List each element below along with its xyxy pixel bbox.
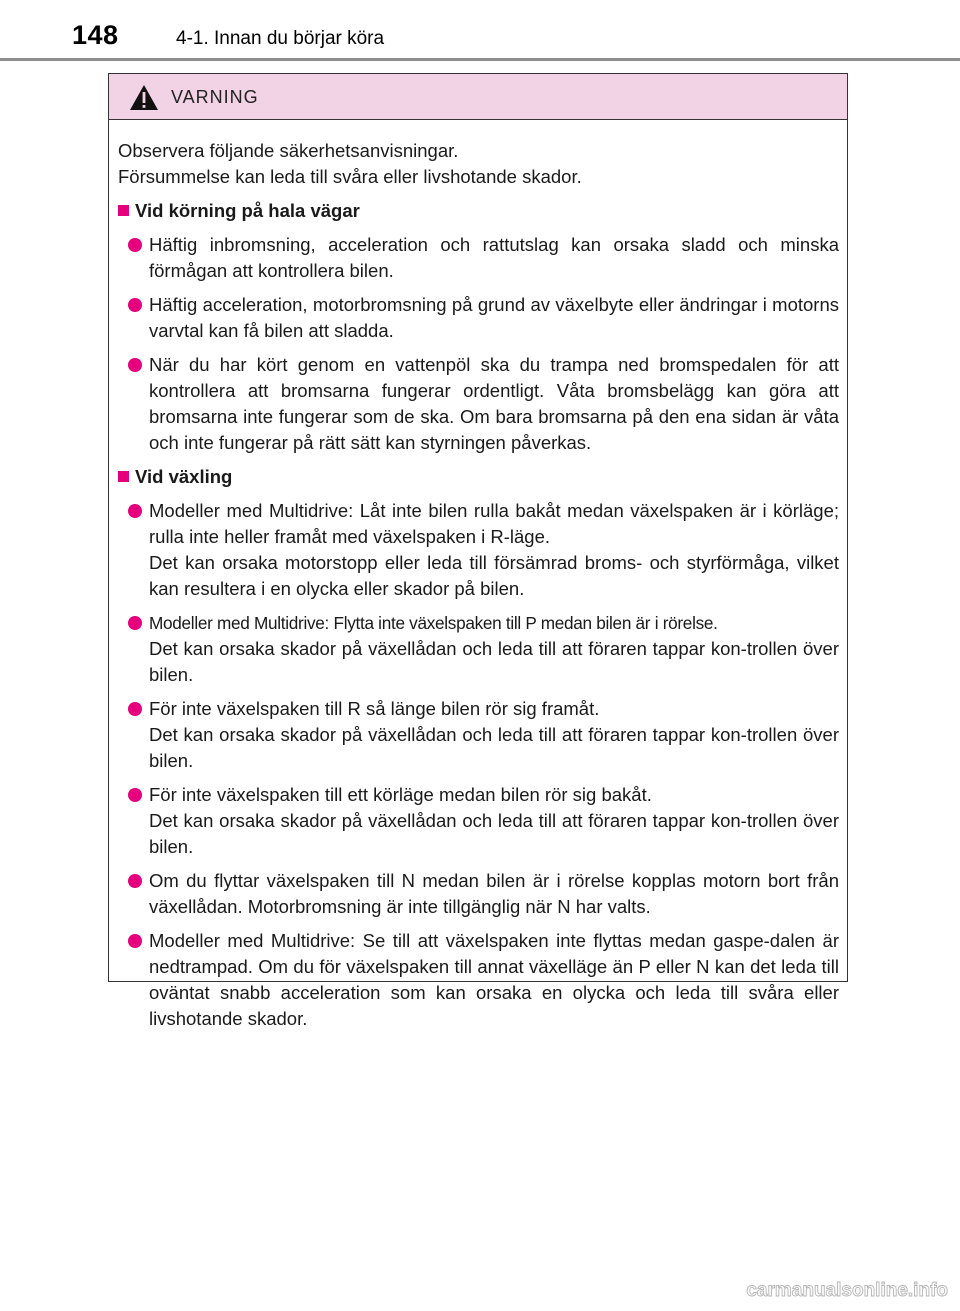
list-item-text: När du har kört genom en vattenpöl ska du trampa ned bromspedalen för att kontrollera att bromsarna fungerar ordentligt. Våta bromsbelägg kan göra att bromsarna inte fungerar som de ska. Om bara bromsarna på den ena sidan är våta och inte fungerar på rätt sätt kan styrningen påverkas. — [149, 354, 839, 453]
list-item — [118, 868, 839, 920]
round-bullet-icon — [128, 504, 142, 518]
list-item-text: Häftig acceleration, motorbromsning på grund av växelbyte eller ändringar i motorns varvtal kan få bilen att sladda. — [149, 294, 839, 341]
round-bullet-icon — [128, 358, 142, 372]
round-bullet-icon — [128, 788, 142, 802]
list-item — [118, 610, 839, 688]
section-heading-text: Vid körning på hala vägar — [135, 200, 360, 221]
list-item-text: För inte växelspaken till ett körläge medan bilen rör sig bakåt. — [149, 784, 652, 805]
round-bullet-icon — [128, 874, 142, 888]
section-heading-text: Vid växling — [135, 466, 233, 487]
warning-box — [108, 73, 848, 1029]
list-item — [118, 292, 839, 344]
list-item — [118, 928, 839, 1032]
list-item — [118, 696, 839, 774]
list-item-text: Modeller med Multidrive: Se till att växelspaken inte flyttas medan gaspe-dalen är nedtrampad. Om du för växelspaken till annat växelläge än P eller N kan det leda till oväntat snabb acceleration som kan orsaka en olycka och leda till svåra eller livshotande skador. — [149, 930, 839, 1029]
list-item — [118, 498, 839, 602]
section-title: 4-1. Innan du börjar köra — [176, 28, 385, 49]
page-header — [0, 0, 960, 62]
section-heading-gear-shifting — [118, 464, 839, 490]
list-item-text: Om du flyttar växelspaken till N medan bilen är i rörelse kopplas motorn bort från växellådan. Motorbromsning är inte tillgänglig när N har valts. — [149, 870, 839, 917]
list-item-consequence: Det kan orsaka skador på växellådan och leda till att föraren tappar kon-trollen över bilen. — [149, 810, 839, 857]
intro-line: Försummelse kan leda till svåra eller livshotande skador. — [118, 166, 582, 187]
list-item — [118, 232, 839, 284]
list-item-text: För inte växelspaken till R så länge bilen rör sig framåt. — [149, 698, 600, 719]
intro-line: Observera följande säkerhetsanvisningar. — [118, 140, 459, 161]
list-item — [118, 782, 839, 860]
list-item-text: Modeller med Multidrive: Flytta inte växelspaken till P medan bilen är i rörelse. — [149, 613, 718, 633]
list-item-consequence: Det kan orsaka skador på växellådan och leda till att föraren tappar kon-trollen över bilen. — [149, 638, 839, 685]
list-item-text: Modeller med Multidrive: Låt inte bilen rulla bakåt medan växelspaken är i körläge; rulla inte heller framåt med växelspaken i R-läge. — [149, 500, 839, 547]
round-bullet-icon — [128, 298, 142, 312]
warning-header — [109, 74, 847, 120]
list-item-text: Häftig inbromsning, acceleration och rattutslag kan orsaka sladd och minska förmågan att kontrollera bilen. — [149, 234, 839, 281]
warning-body — [109, 120, 847, 1032]
header-rule — [0, 58, 960, 61]
page-number: 148 — [72, 20, 119, 50]
square-bullet-icon — [118, 205, 129, 216]
list-item — [118, 352, 839, 456]
warning-label: VARNING — [171, 87, 259, 107]
warning-triangle-icon — [129, 84, 159, 111]
round-bullet-icon — [128, 702, 142, 716]
watermark-text: carmanualsonline.info — [746, 1280, 948, 1301]
round-bullet-icon — [128, 616, 142, 630]
watermark-logo — [724, 1271, 954, 1307]
list-item-consequence: Det kan orsaka skador på växellådan och leda till att föraren tappar kon-trollen över bilen. — [149, 724, 839, 771]
round-bullet-icon — [128, 934, 142, 948]
square-bullet-icon — [118, 471, 129, 482]
list-item-consequence: Det kan orsaka motorstopp eller leda till försämrad broms- och styrförmåga, vilket kan resultera i en olycka eller skador på bilen. — [149, 552, 839, 599]
round-bullet-icon — [128, 238, 142, 252]
section-heading-slippery-roads — [118, 198, 839, 224]
